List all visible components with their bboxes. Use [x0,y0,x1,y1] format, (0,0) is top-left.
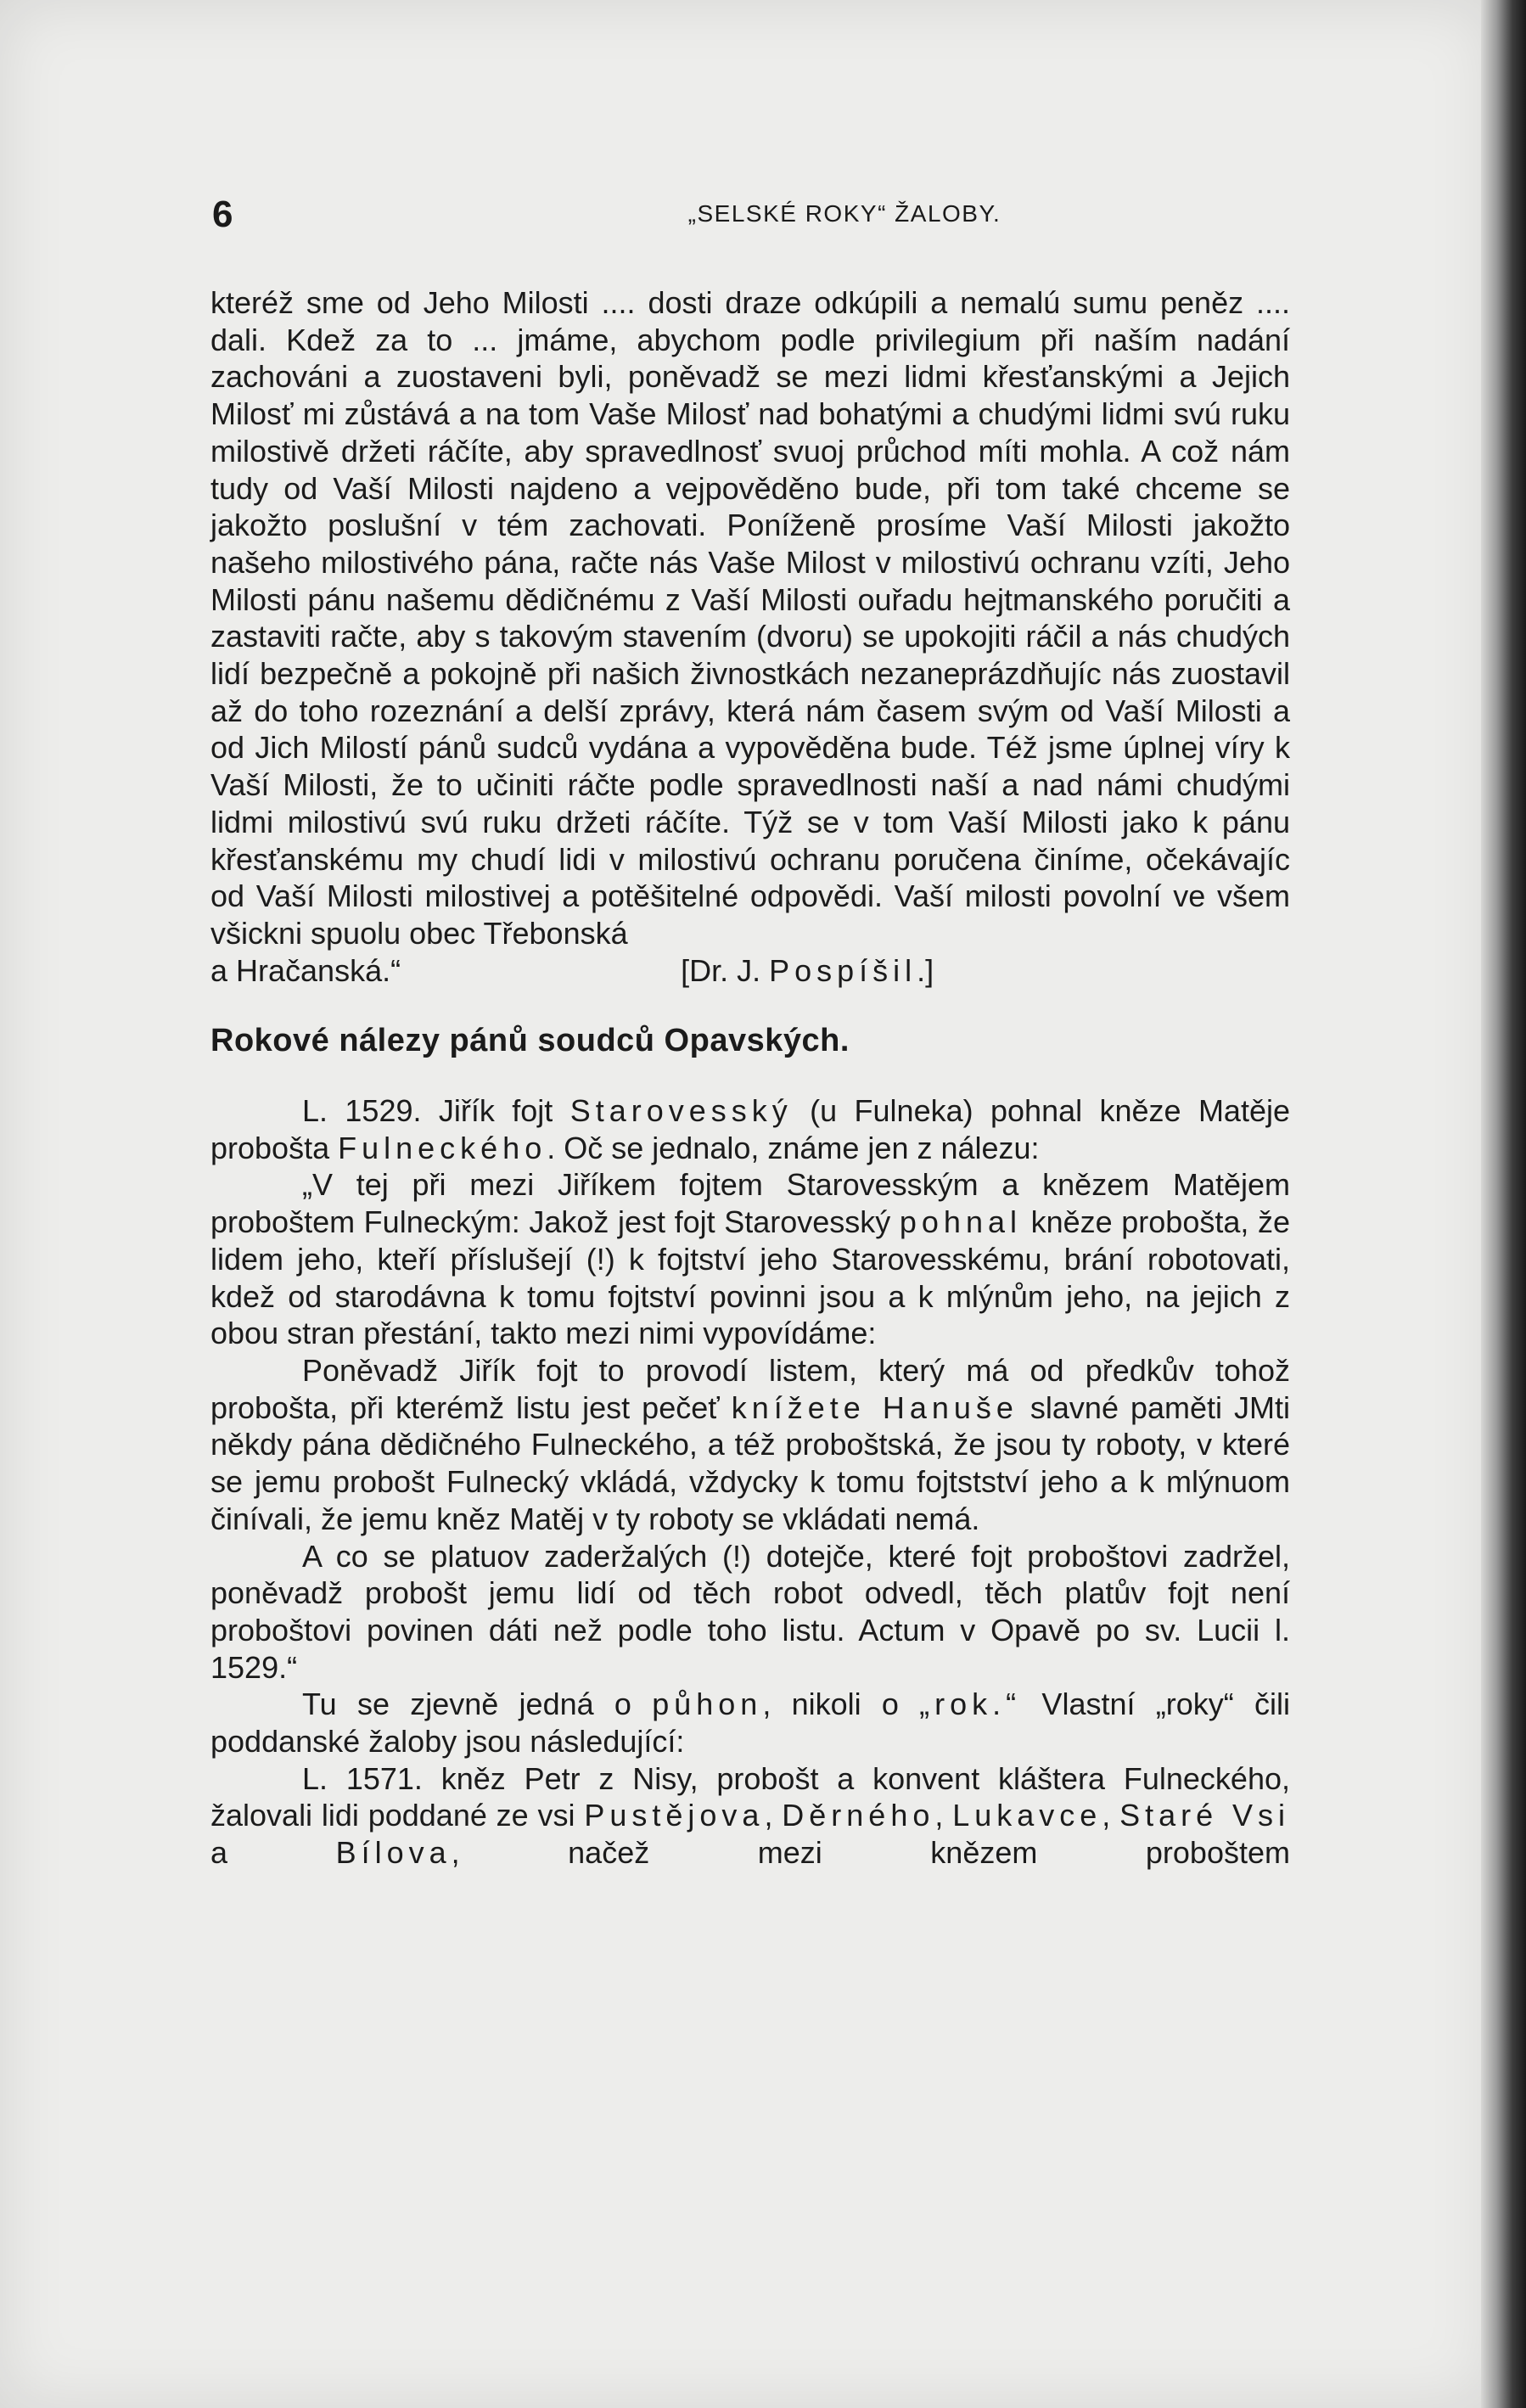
paragraph-1571 [210,1760,1290,1872]
text-run: a [210,1835,336,1871]
spaced-name: Bílova [335,1835,452,1871]
spaced-name: Fulneckého [338,1130,547,1165]
text-run: Poněvadž Jiřík fojt to provodí listem, který má od předkův tohož probošta, při kterémž listu jest pečeť [210,1352,1290,1425]
text-run: , načež mezi knězem proboštem [451,1835,1290,1871]
paragraph-verdict-intro [210,1166,1290,1352]
text-run: , [934,1798,953,1833]
text-run: A co se platuov zaderžalých (!) dotejče, které fojt proboštovi zadržel, poněvadž probošt jemu lidí od těch robot odvedl, těch platův fojt není proboštovi povinen dáti než podle toho listu. Actum v Opavě po sv. Lucii l. 1529.“ [210,1538,1290,1685]
signature [681,953,934,988]
letter-last-line: a Hračanská.“ [210,952,401,988]
spaced-word: pohnal [899,1204,1022,1240]
text-run: (u Fulneka) pohnal kněze Matěje probošta [210,1093,1290,1165]
spaced-name: Starovesský [569,1093,793,1129]
letter-text: kteréž sme od Jeho Milosti .... dosti draze odkúpili a nemalú sumu peněz .... dali. Kdež za to ... jmáme, abychom podle privilegium při naším nadání zachováni a zuostaveni byli, poněvadž se mezi lidmi křesťanskými a Jejich Milosť mi zůstává a na tom Vaše Milosť nad bohatými a chudými lidmi svú ruku milostivě držeti ráčíte, aby spravedlnosť svuoj průchod míti mohla. A což nám tudy od Vaší Milosti najdeno a vejpověděno bude, při tom také chceme se jakožto poslušní v tém zachovati. Poníženě prosíme Vaší Milosti jakožto našeho milostivého pána, račte nás Vaše Milost v milostivú ochranu vzíti, Jeho Milosti pánu našemu dědičnému z Vaší Milosti ouřadu hejtmanského poručiti a zastaviti račte, aby s takovým stavením (dvoru) se upokojiti ráčil a nás chudých lidí bezpečně a pokojně při našich živnostkách nezaneprázdňujíc nás zuostavil až do toho rozeznání a delší zprávy, která nám časem svým od Vaší Milosti a od Jich Milostí pánů sudců vydána a vypověděna bude. Též jsme úplnej víry k Vaší Milosti, že to učiniti ráčte podle spravedlnosti naší a nad námi chudými lidmi milostivú svú ruku držeti ráčíte. Týž se v tom Vaší Milosti jako k pánu křesťanskému my chudí lidi v milostivú ochranu poručena činíme, očekávajíc od Vaší Milosti milostivej a potěšitelné odpovědi. Vaší milosti povolní ve všem všickni spuolu obec Třebonská [210,285,1290,951]
text-run: . Oč se jednalo, známe jen z nálezu: [547,1130,1040,1165]
text-run: , [1102,1798,1120,1833]
paragraph-verdict-reason [210,1352,1290,1538]
text-run: , nikoli o [762,1687,920,1722]
spaced-name: Lukavce [952,1798,1102,1833]
page-body [210,284,1290,1872]
section-heading: Rokové nálezy pánů soudců Opavských. [210,1023,850,1059]
spaced-name: Děrného [782,1798,935,1833]
text-run: „V tej při mezi Jiříkem fojtem Starovesským a knězem Matějem proboštem Fulneckým: Jakož jest fojt Starovesský [210,1167,1290,1240]
spaced-name: knížete Hanuše [731,1389,1018,1425]
page-header [212,194,1290,244]
signature-suffix: .] [917,952,934,988]
text-run: Vlastní „roky“ čili poddanské žaloby jsou následující: [210,1687,1291,1760]
spaced-word: „rok.“ [919,1687,1022,1722]
text-run: L. 1529. Jiřík fojt [302,1093,570,1129]
text-run: L. 1571. kněz Petr z Nisy, probošt a konvent kláštera Fulneckého, žalovali lidi poddané ze vsi [210,1760,1290,1833]
paragraph-letter-ending [210,952,1290,990]
text-run: Tu se zjevně jedná o [302,1687,653,1722]
scan-edge-shadow [1481,0,1526,2408]
spaced-name: Staré Vsi [1119,1798,1290,1833]
text-run: , [764,1798,783,1833]
text-run: slavné paměti JMti někdy pána dědičného Fulneckého, a též proboštská, že jsou ty roboty, v které se jemu probošt Fulnecký vkládá, vždycky k tomu fojtstství jeho a k mlýnuom činívali, že jemu kněz Matěj v ty roboty se vkládati nemá. [210,1389,1291,1536]
paragraph-1529-intro [210,1092,1290,1166]
spaced-name: Pustějova [584,1798,765,1833]
signature-prefix: [Dr. J. [681,952,770,988]
paragraph-verdict-payments [210,1538,1290,1687]
paragraph-letter-text [210,284,1290,952]
signature-name: Pospíšil [769,952,917,988]
spaced-word: půhon [652,1687,763,1722]
running-head: „SELSKÉ ROKY“ ŽALOBY. [687,200,1001,227]
text-run: kněze probošta, že lidem jeho, kteří příslušejí (!) k fojtství jeho Starovesskému, brání robotovati, kdež od starodávna k tomu fojtství povinni jsou a k mlýnům jeho, na jejich z obou stran přestání, takto mezi nimi vypovídáme: [210,1204,1290,1351]
paragraph-commentary [210,1686,1290,1760]
page-number: 6 [212,194,233,235]
